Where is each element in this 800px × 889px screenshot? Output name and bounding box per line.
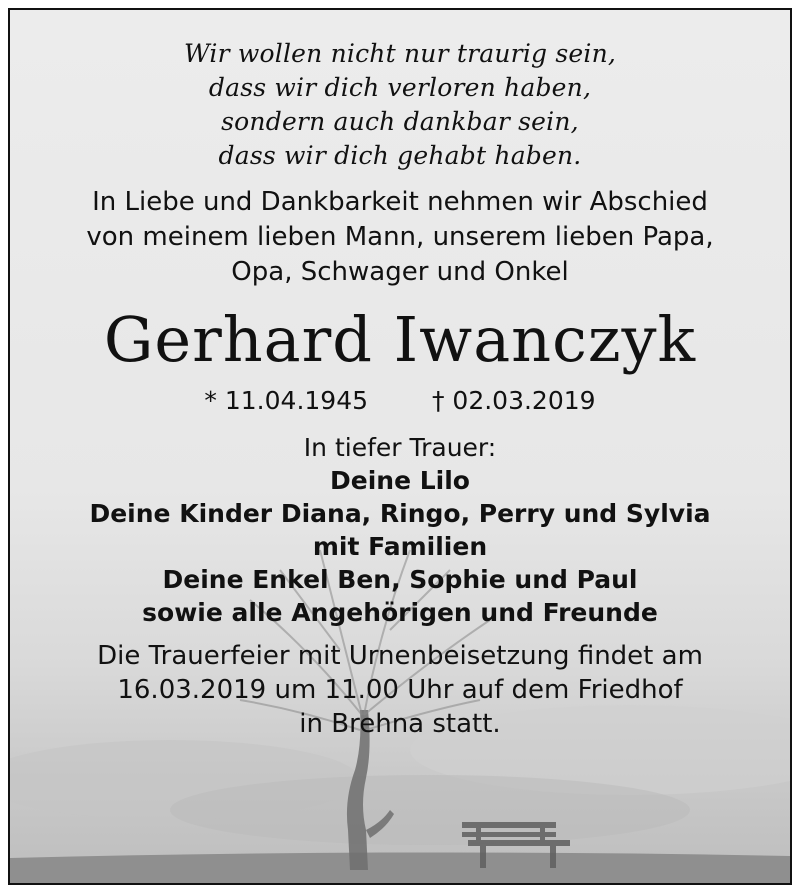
mourners-list: [10, 431, 790, 629]
life-dates: [10, 384, 790, 418]
mourner-line: Deine Lilo: [330, 466, 470, 495]
farewell-intro: [10, 185, 790, 290]
intro-line: von meinem lieben Mann, unserem lieben Papa,: [86, 222, 714, 252]
mourners-heading: In tiefer Trauer:: [303, 433, 497, 462]
ceremony-line: 16.03.2019 um 11.00 Uhr auf dem Friedhof: [117, 675, 683, 705]
poem-line: Wir wollen nicht nur traurig sein,: [183, 39, 617, 68]
memorial-poem: [10, 37, 790, 173]
poem-line: sondern auch dankbar sein,: [221, 107, 579, 136]
birth-date: * 11.04.1945: [204, 386, 369, 415]
mourner-line: sowie alle Angehörigen und Freunde: [142, 598, 658, 627]
death-date: † 02.03.2019: [431, 386, 596, 415]
poem-line: dass wir dich gehabt haben.: [218, 141, 582, 170]
intro-line: Opa, Schwager und Onkel: [231, 257, 569, 287]
mourner-line: mit Familien: [312, 532, 488, 561]
poem-line: dass wir dich verloren haben,: [208, 73, 592, 102]
obituary-frame: [8, 8, 792, 885]
mourner-line: Deine Kinder Diana, Ringo, Perry und Sylvia: [89, 499, 711, 528]
intro-line: In Liebe und Dankbarkeit nehmen wir Abschied: [92, 187, 708, 217]
mourner-line: Deine Enkel Ben, Sophie und Paul: [162, 565, 638, 594]
obituary-content: [10, 10, 790, 741]
ceremony-info: [10, 639, 790, 741]
ceremony-line: in Brehna statt.: [299, 709, 501, 739]
ceremony-line: Die Trauerfeier mit Urnenbeisetzung findet am: [97, 641, 703, 671]
deceased-name: Gerhard Iwanczyk: [103, 303, 697, 376]
